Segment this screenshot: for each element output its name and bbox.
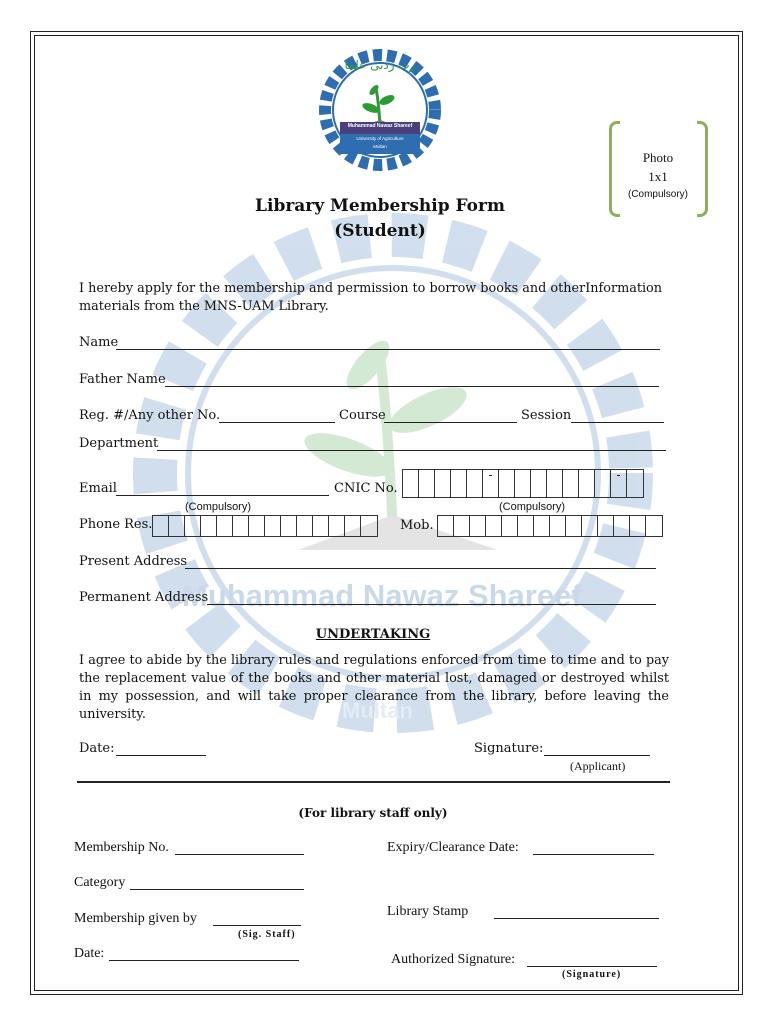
staff-date-field[interactable]	[109, 960, 299, 961]
mob-compulsory-note: (Compulsory)	[499, 501, 566, 513]
cnic-label: CNIC No.	[334, 481, 398, 496]
father-name-label: Father Name	[79, 372, 166, 387]
logo-city: Multan	[373, 144, 387, 149]
cnic-separator: -	[483, 470, 499, 497]
department-field[interactable]	[157, 450, 666, 451]
library-stamp-field[interactable]	[494, 918, 659, 919]
name-field[interactable]	[116, 349, 660, 350]
email-label: Email	[79, 481, 117, 496]
phone-compulsory-note: (Compulsory)	[185, 501, 252, 513]
membership-given-by-label: Membership given by	[74, 911, 197, 926]
membership-no-field[interactable]	[175, 854, 304, 855]
undertaking-text: I agree to abide by the library rules and regulations enforced from time to time and to pay the replacement value of the books and other material lost, damaged or destroyed whilst in my possession, and will take proper clearance from the library, before leaving the university.	[79, 653, 669, 722]
cnic-separator: -	[611, 470, 627, 497]
watermark-name: Muhammad Nawaz Shareef	[182, 578, 582, 613]
present-address-field[interactable]	[185, 568, 656, 569]
father-name-field[interactable]	[165, 386, 659, 387]
email-field[interactable]	[116, 495, 329, 496]
authorized-signature-field[interactable]	[527, 966, 657, 967]
mob-input-boxes[interactable]	[437, 515, 663, 537]
course-label: Course	[339, 408, 386, 423]
applicant-signature-field[interactable]	[544, 755, 650, 756]
sig-staff-note: (Sig. Staff)	[238, 929, 296, 940]
library-stamp-label: Library Stamp	[387, 904, 469, 919]
department-label: Department	[79, 436, 159, 451]
logo-urdu-text: رب زدنی علما	[344, 58, 416, 72]
logo-university: University of Agriculture	[356, 136, 404, 141]
applicant-signature-label: Signature:	[474, 741, 544, 756]
category-label: Category	[74, 875, 126, 890]
authorized-signature-label: Authorized Signature:	[391, 952, 516, 967]
session-field[interactable]	[571, 422, 664, 423]
intro-text: I hereby apply for the membership and permission to borrow books and otherInformation materials from the MNS-UAM Library.	[79, 281, 663, 314]
photo-bracket-right	[697, 121, 708, 217]
staff-heading: (For library staff only)	[298, 806, 448, 820]
present-address-label: Present Address	[79, 554, 188, 569]
course-field[interactable]	[384, 422, 517, 423]
category-field[interactable]	[130, 889, 304, 890]
form-title: Library Membership Form	[255, 196, 505, 216]
membership-no-label: Membership No.	[74, 840, 169, 855]
permanent-address-field[interactable]	[207, 604, 656, 605]
applicant-date-field[interactable]	[116, 755, 206, 756]
applicant-date-label: Date:	[79, 741, 115, 756]
photo-size: 1x1	[648, 169, 668, 184]
permanent-address-label: Permanent Address	[79, 590, 209, 605]
undertaking-heading: UNDERTAKING	[315, 627, 431, 642]
reg-no-field[interactable]	[219, 422, 335, 423]
photo-label: Photo	[642, 150, 674, 165]
form-subtitle: (Student)	[334, 221, 426, 241]
membership-given-by-field[interactable]	[213, 925, 301, 926]
phone-res-label: Phone Res.	[79, 517, 153, 532]
cnic-input-boxes[interactable]	[402, 469, 644, 498]
staff-date-label: Date:	[74, 946, 105, 961]
session-label: Session	[521, 408, 572, 423]
applicant-note: (Applicant)	[570, 759, 626, 773]
expiry-field[interactable]	[533, 854, 654, 855]
section-divider	[77, 781, 670, 783]
logo-name: Muhammad Nawaz Shareef	[347, 123, 413, 129]
photo-compulsory: (Compulsory)	[627, 189, 688, 200]
watermark-city: Multan	[342, 698, 413, 723]
signature-note: (Signature)	[562, 969, 622, 980]
reg-no-label: Reg. #/Any other No.	[79, 408, 221, 423]
mob-label: Mob.	[400, 518, 434, 533]
expiry-label: Expiry/Clearance Date:	[387, 840, 519, 855]
phone-res-input-boxes[interactable]	[152, 515, 378, 537]
photo-bracket-left	[609, 121, 620, 217]
name-label: Name	[79, 335, 119, 350]
